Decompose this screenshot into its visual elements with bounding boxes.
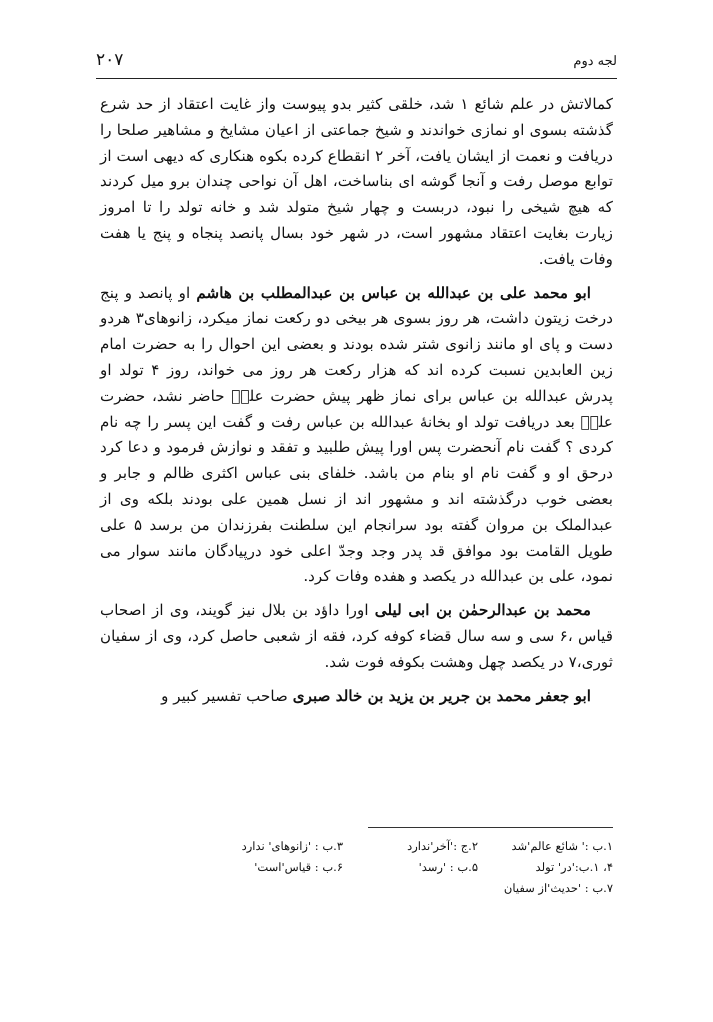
footnote: ۵.ب : 'رسد' xyxy=(418,860,478,874)
biography-name: ابو محمد علی بن عبدالله بن عباس بن عبدالمطلب بن هاشم xyxy=(196,283,591,302)
paragraph-3 xyxy=(100,598,613,675)
biography-name: ابو جعفر محمد بن جریر بن یزید بن خالد صبری xyxy=(292,686,591,705)
header-divider xyxy=(96,78,617,79)
footnotes xyxy=(100,836,613,899)
footnote-divider xyxy=(368,827,613,828)
main-text xyxy=(100,92,613,717)
running-title: لجه دوم xyxy=(573,54,617,69)
paragraph-4 xyxy=(100,684,613,710)
footnote-row xyxy=(100,857,613,878)
footnote: ۶.ب : قیاس'است' xyxy=(254,860,343,874)
footnote: ۲.ج :'آخر'ندارد xyxy=(407,839,478,853)
page-header xyxy=(96,46,617,76)
paragraph-text: اورا داؤد بن بلال نیز گویند، وی از اصحاب قیاس ،۶ سی و سه سال قضاء کوفه کرد، فقه از شعبی حاصل کرد، وی از سفیان ثوری،۷ در یکصد چهل وهشت بکوفه فوت شد. xyxy=(100,601,613,671)
paragraph-text: صاحب تفسیر کبیر و xyxy=(161,686,293,705)
paragraph-text: کمالاتش در علم شائع ۱ شد، خلقی کثیر بدو پیوست واز غایت اعتقاد از حد شرع گذشته بسوی او نمازی خواندند و شیخ جماعتی از اعیان مشایخ و مشاهیر صلحا را دریافت و نعمت از ایشان یافت، آخر ۲ انقطاع کرده بکوه هنکاری که دیهی است از توابع موصل رفت و آنجا گوشه ای بناساخت، اهل آن نواحی چندان برو میل کردند که هیچ شیخی را نبود، دربست و چهار شیخ متولد شد و خانه تولد را تا امروز زیارت بغایت اعتقاد مشهور است، در شهر خود بسال پانصد پنجاه و پنج یا هفت وفات یافت. xyxy=(100,95,613,268)
paragraph-text: او پانصد و پنج درخت زیتون داشت، هر روز بسوی هر بیخی دو رکعت نماز میکرد، زانوهای۳ هردو دست و پای او مانند زانوی شتر شده بودند و بعضی این احوال را به حضرت امام زین العابدین نسبت کرده اند که هزار رکعت هر روز می خواند، روز ۴ تولد او پدرش عبدالله بن عباس برای نماز ظهر پیش حضرت علیؑ حاضر نشد، حضرت علیؑ بعد دریافت تولد او بخانۀ عبدالله بن عباس رفت و گفت این پسر را چه نام کردی ؟ گفت نام آنحضرت پس اورا پیش طلبید و تفقد و نوازش فرمود و دعا کرد درحق او و گفت نام او بنام من باشد. خلفای بنی عباس اکثری ظالم و جابر و بعضی خوب درگذشته اند و مشهور اند از نسل همین علی بودند بلکه وی از عبدالملک بن مروان گفته بود سرانجام این سلطنت بفرزندان من برسد ۵ علی طویل القامت بود موافق قد پدر وجد وجدّ اعلی خود درپیادگان مانند سوار می نمود، علی بن عبدالله در یکصد و هفده وفات کرد. xyxy=(100,283,613,586)
footnote: ۳.ب : 'زانوهای' ندارد xyxy=(241,839,343,853)
footnote: ۱.ب :' شائع عالم'شد xyxy=(511,839,613,853)
footnote: ۷.ب : 'حدیث'از سفیان xyxy=(503,881,613,895)
biography-name: محمد بن عبدالرحمٰن بن ابی لیلی xyxy=(374,601,592,620)
paragraph-2 xyxy=(100,281,613,591)
footnote-row xyxy=(100,836,613,857)
page-number: ۲۰۷ xyxy=(96,50,124,70)
footnote-row xyxy=(100,878,613,899)
paragraph-1 xyxy=(100,92,613,273)
footnote: ۴، ۱.ب:'در' تولد xyxy=(535,860,613,874)
